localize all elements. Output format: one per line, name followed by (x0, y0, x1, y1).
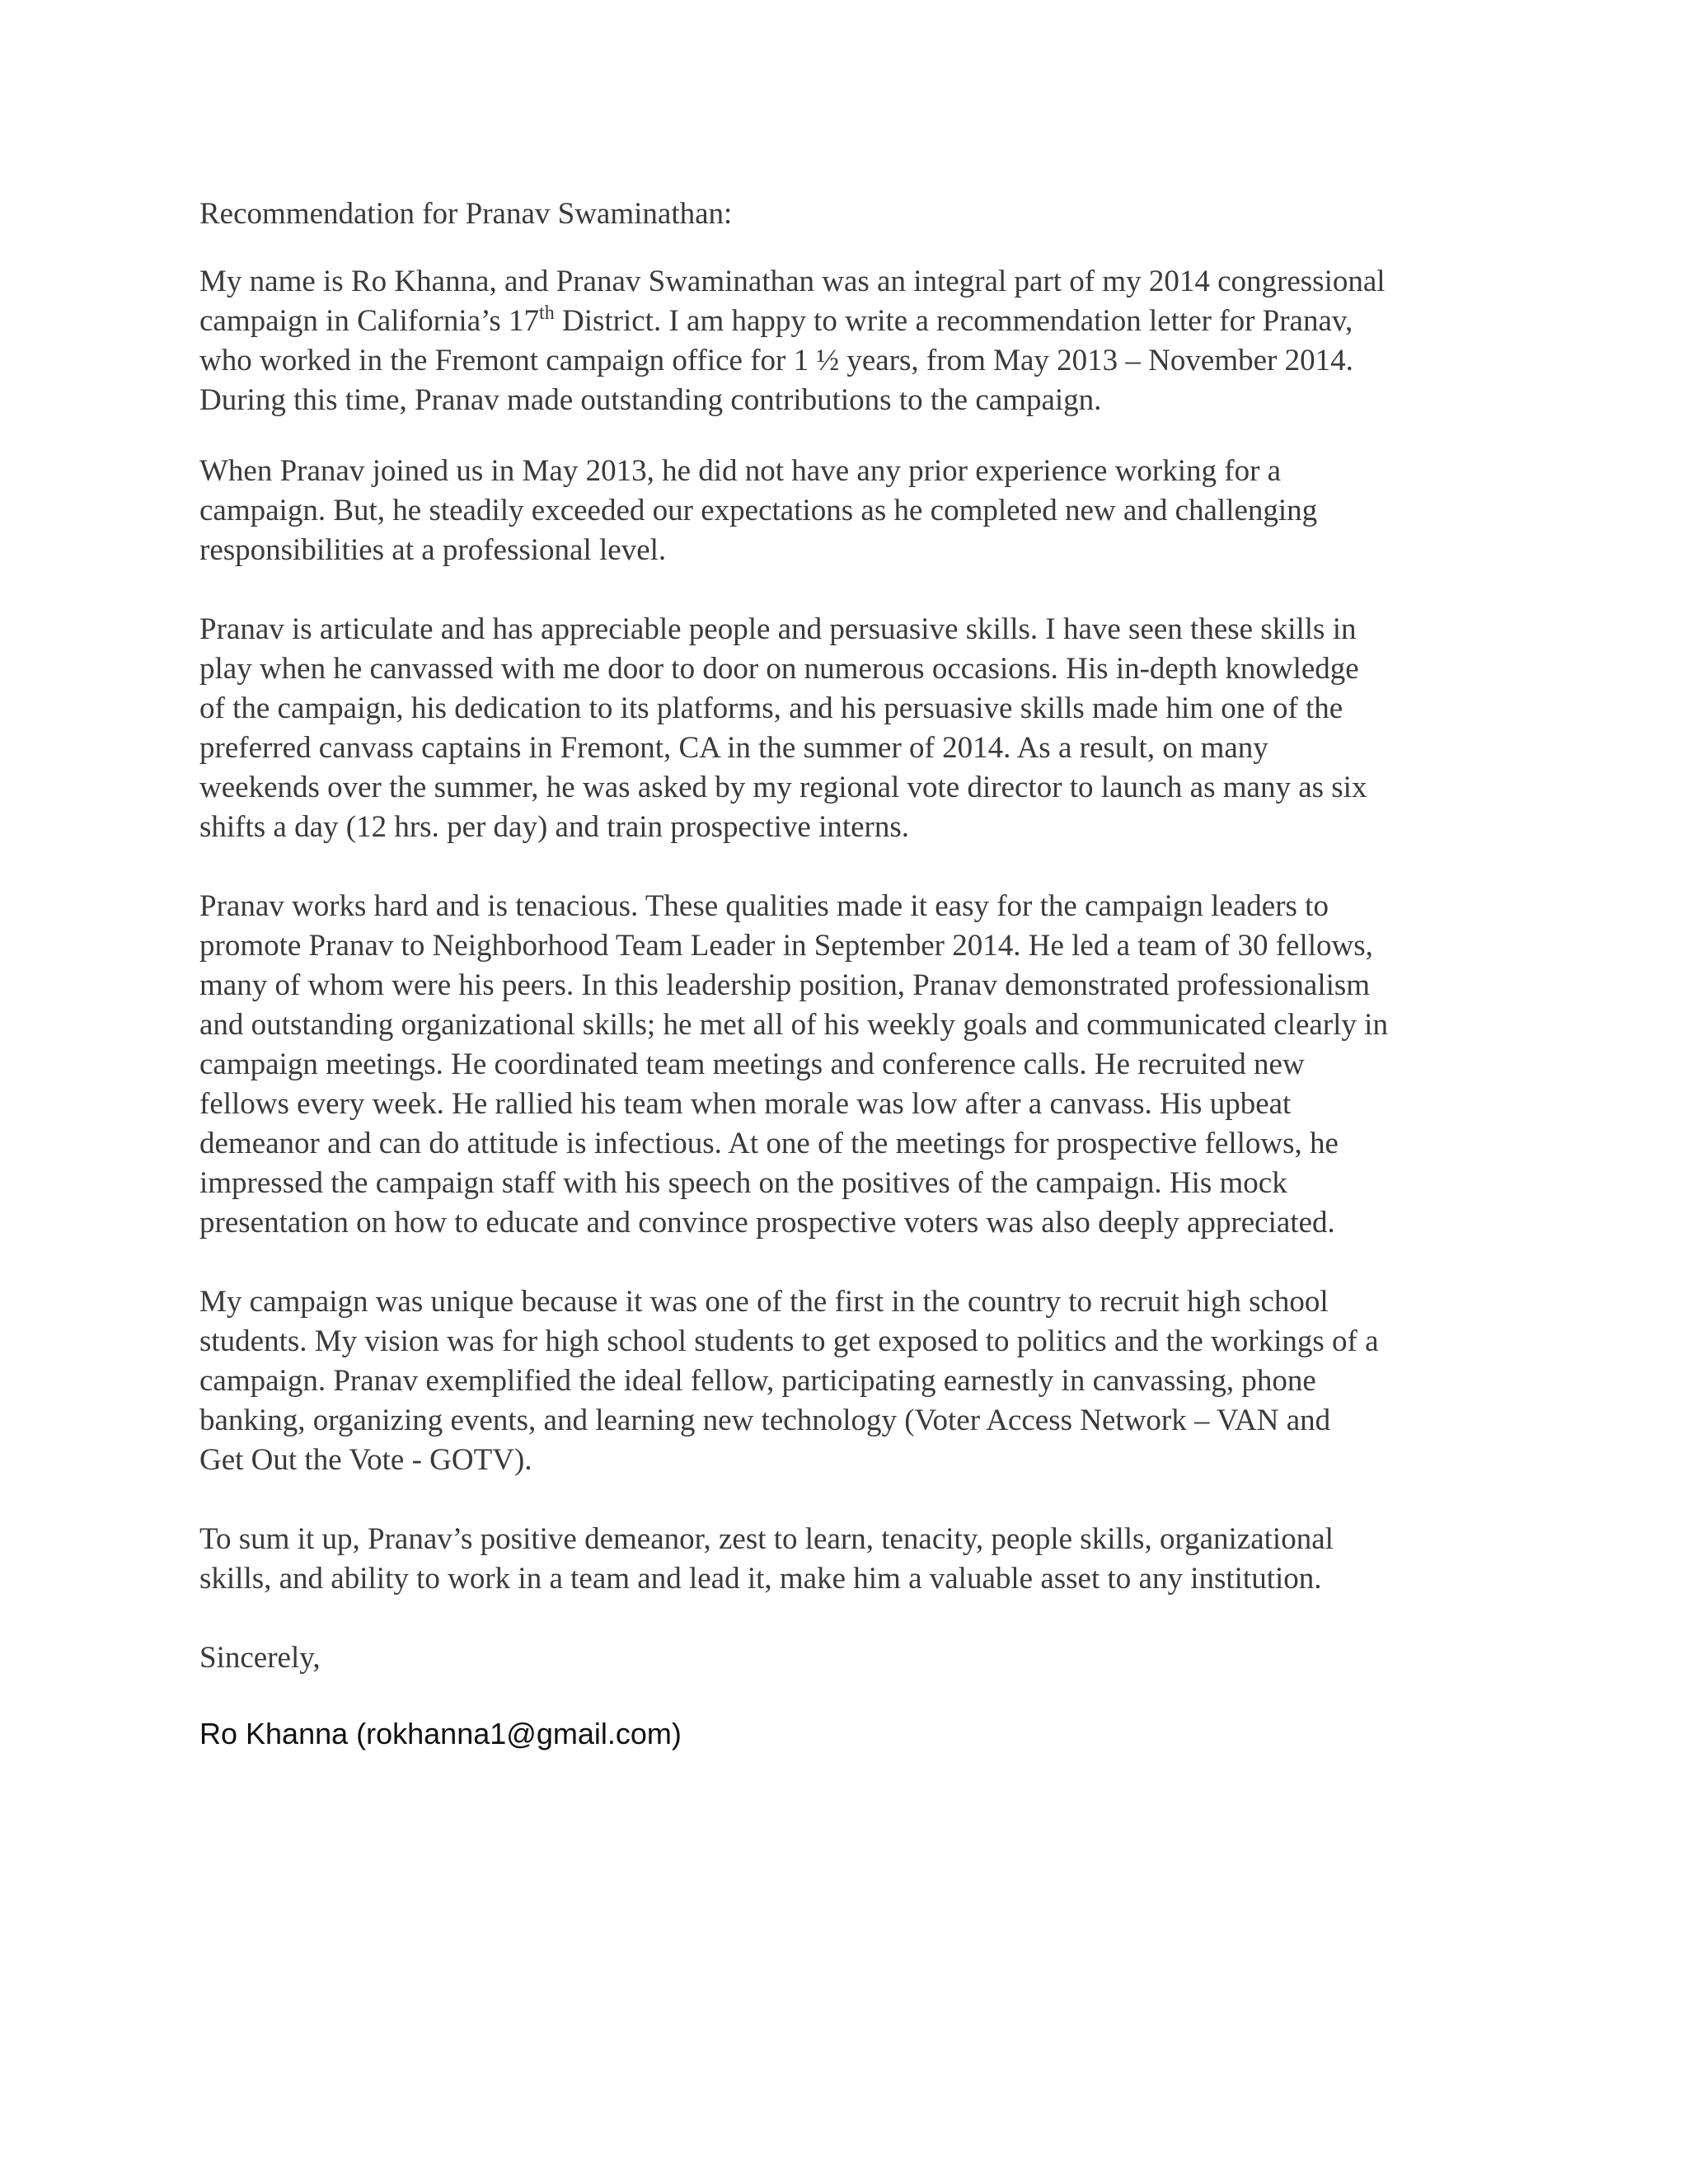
paragraph-introduction-text-end: District. I am happy to write a recommendation letter for Pranav, who worked in the Fremont campaign office for 1 ½ years, from May 2013 – November 2014. During this time, Pranav made outstanding contributions to the campaign. (199, 304, 1353, 417)
letter-closing: Sincerely, (199, 1641, 321, 1675)
paragraph-joining: When Pranav joined us in May 2013, he did not have any prior experience working for a campaign. But, he steadily exceeded our expectations as he completed new and challenging responsibilities at a professional level. (199, 454, 1318, 567)
paragraph-leadership: Pranav works hard and is tenacious. These qualities made it easy for the campaign leaders to promote Pranav to Neighborhood Team Leader in September 2014. He led a team of 30 fellows, many of whom were his peers. In this leadership position, Pranav demonstrated professionalism and outstanding organizational skills; he met all of his weekly goals and communicated clearly in campaign meetings. He coordinated team meetings and conference calls. He recruited new fellows every week. He rallied his team when morale was low after a canvass. His upbeat demeanor and can do attitude is infectious. At one of the meetings for prospective fellows, he impressed the campaign staff with his speech on the positives of the campaign. His mock presentation on how to educate and convince prospective voters was also deeply appreciated. (199, 889, 1388, 1240)
paragraph-campaign-uniqueness: My campaign was unique because it was one of the first in the country to recruit high school students. My vision was for high school students to get exposed to politics and the workings of a campaign. Pranav exemplified the ideal fellow, participating earnestly in canvassing, phone banking, organizing events, and learning new technology (Voter Access Network – VAN and Get Out the Vote - GOTV). (199, 1285, 1379, 1477)
letter-signature: Ro Khanna (rokhanna1@gmail.com) (199, 1717, 682, 1750)
letter-heading: Recommendation for Pranav Swaminathan: (199, 197, 733, 231)
paragraph-summary: To sum it up, Pranav’s positive demeanor, zest to learn, tenacity, people skills, organizational skills, and ability to work in a team and lead it, make him a valuable asset to any institution. (199, 1522, 1334, 1596)
ordinal-superscript: th (539, 302, 555, 324)
paragraph-skills: Pranav is articulate and has appreciable people and persuasive skills. I have seen these skills in play when he canvassed with me door to door on numerous occasions. His in-depth knowledge of the campaign, his dedication to its platforms, and his persuasive skills made him one of the preferred canvass captains in Fremont, CA in the summer of 2014. As a result, on many weekends over the summer, he was asked by my regional vote director to launch as many as six shifts a day (12 hrs. per day) and train prospective interns. (199, 612, 1367, 844)
recommendation-letter (199, 194, 1493, 1754)
paragraph-introduction-text-start: My name is Ro Khanna, and Pranav Swaminathan was an integral part of my 2014 congressional campaign in California’s 17 (199, 265, 1386, 338)
paragraph-introduction (199, 262, 1493, 420)
